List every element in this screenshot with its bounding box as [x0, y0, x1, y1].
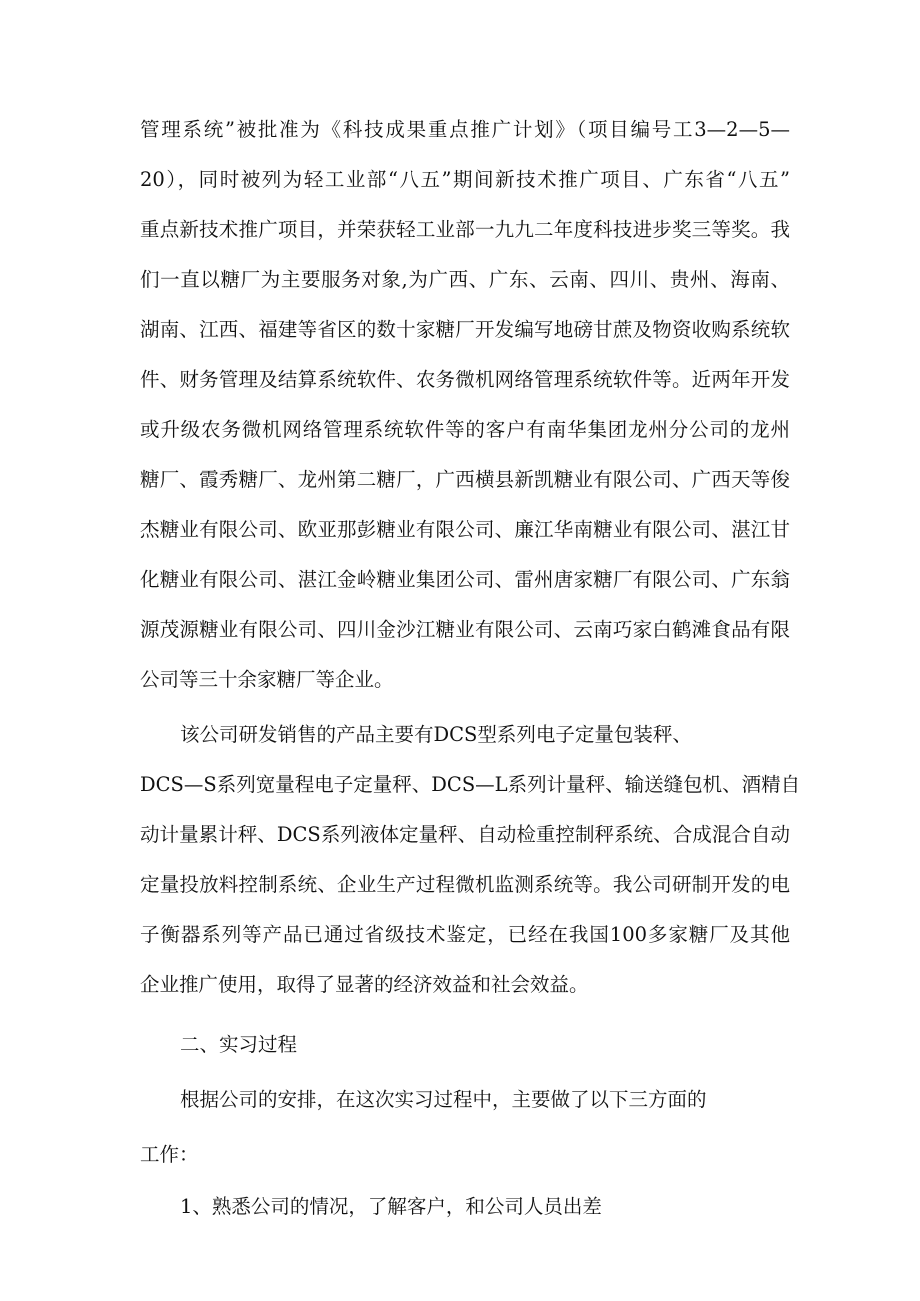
paragraph-line: 管理系统”被批准为《科技成果重点推广计划》（项目编号工3—2—5—	[140, 118, 790, 141]
paragraph-line: 工作：	[140, 1143, 199, 1166]
paragraph-line: 重点新技术推广项目，并荣获轻工业部一九九二年度科技进步奖三等奖。我	[140, 218, 790, 241]
paragraph-line: 源茂源糖业有限公司、四川金沙江糖业有限公司、云南巧家白鹤滩食品有限	[140, 618, 790, 641]
paragraph-line: 件、财务管理及结算系统软件、农务微机网络管理系统软件等。近两年开发	[140, 368, 790, 391]
paragraph-line: 糖厂、霞秀糖厂、龙州第二糖厂，广西横县新凯糖业有限公司、广西天等俊	[140, 468, 790, 491]
paragraph-line: DCS—S系列宽量程电子定量秤、DCS—L系列计量秤、输送缝包机、酒精自	[140, 773, 801, 796]
paragraph-line: 20），同时被列为轻工业部“八五”期间新技术推广项目、广东省“八五”	[140, 168, 790, 191]
paragraph-line: 根据公司的安排，在这次实习过程中，主要做了以下三方面的	[180, 1088, 707, 1111]
paragraph-line: 定量投放料控制系统、企业生产过程微机监测系统等。我公司研制开发的电	[140, 873, 790, 896]
paragraph-line: 化糖业有限公司、湛江金岭糖业集团公司、雷州唐家糖厂有限公司、广东翁	[140, 568, 790, 591]
list-item: 1、熟悉公司的情况，了解客户，和公司人员出差	[180, 1195, 602, 1218]
paragraph-line: 该公司研发销售的产品主要有DCS型系列电子定量包装秤、	[180, 723, 692, 746]
paragraph-line: 湖南、江西、福建等省区的数十家糖厂开发编写地磅甘蔗及物资收购系统软	[140, 318, 790, 341]
section-heading: 二、实习过程	[180, 1033, 298, 1056]
paragraph-line: 杰糖业有限公司、欧亚那彭糖业有限公司、廉江华南糖业有限公司、湛江甘	[140, 518, 790, 541]
paragraph-line: 或升级农务微机网络管理系统软件等的客户有南华集团龙州分公司的龙州	[140, 418, 790, 441]
paragraph-line: 公司等三十余家糖厂等企业。	[140, 668, 394, 691]
paragraph-line: 们一直以糖厂为主要服务对象,为广西、广东、云南、四川、贵州、海南、	[140, 268, 790, 291]
paragraph-line: 企业推广使用，取得了显著的经济效益和社会效益。	[140, 973, 589, 996]
paragraph-line: 子衡器系列等产品已通过省级技术鉴定，已经在我国100多家糖厂及其他	[140, 923, 790, 946]
paragraph-line: 动计量累计秤、DCS系列液体定量秤、自动检重控制秤系统、合成混合自动	[140, 823, 790, 846]
